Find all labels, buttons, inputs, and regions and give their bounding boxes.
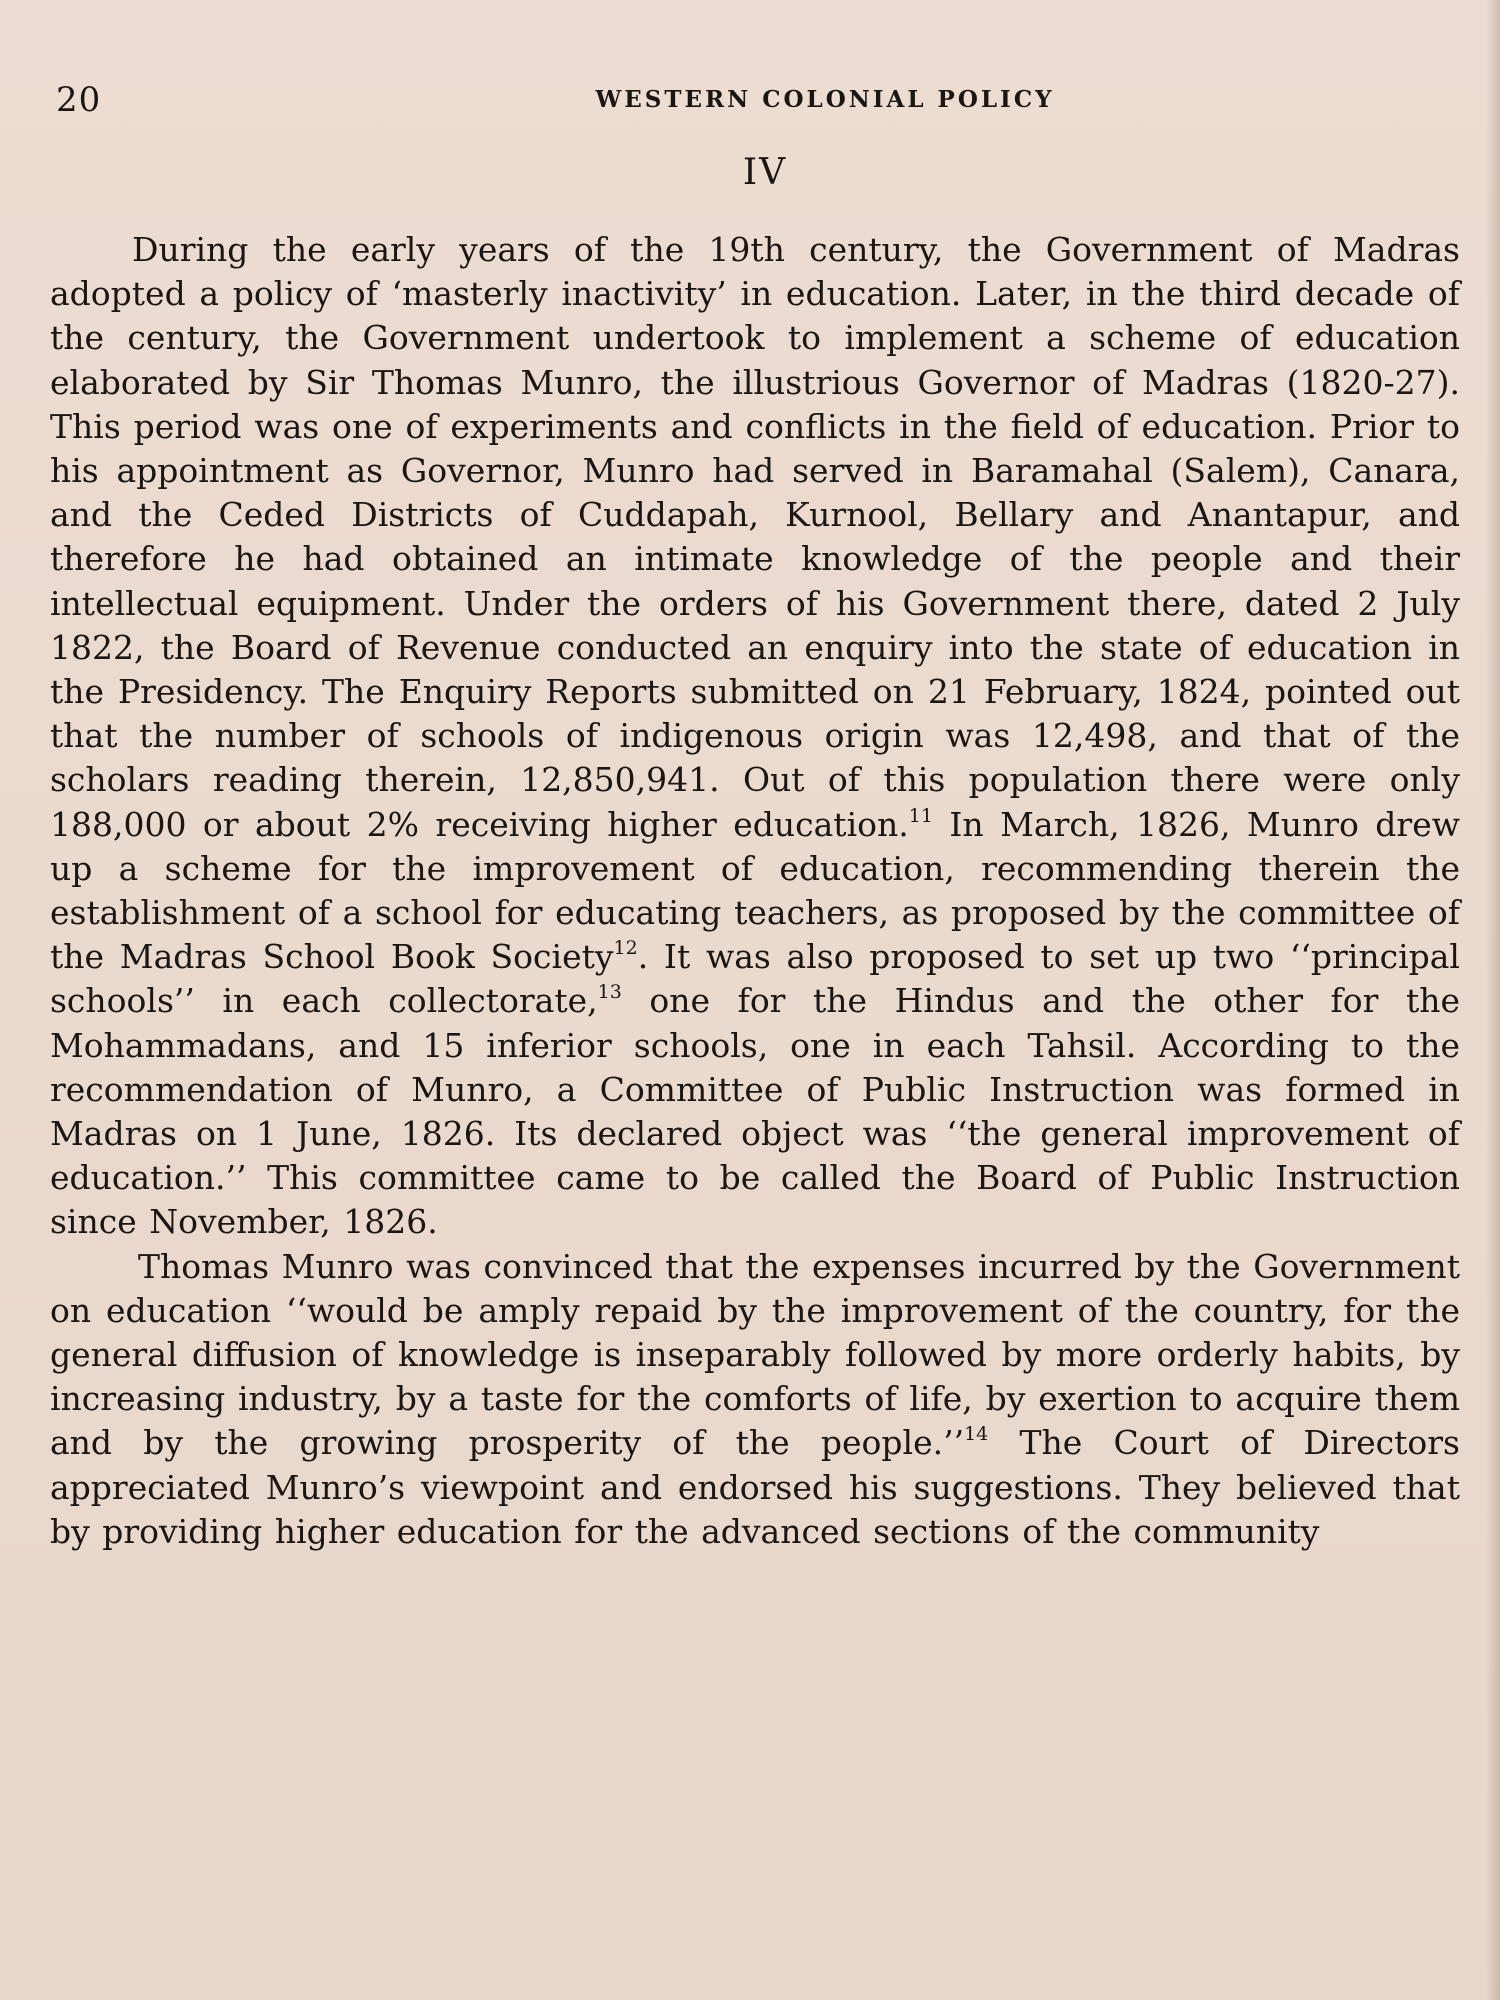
paragraph-text: During the early years of the 19th century, the Government of Madras adopted a policy of ‘masterly inactivity’ in education. Later, in the third decade of the century, the Government undertook to implement a scheme of education elaborated by Sir Thomas Munro, the illustrious Governor of Madras (1820-27). This period was one of experiments and conflicts in the field of education. Prior to his appointment as Governor, Munro had served in Baramahal (Salem), Canara, and the Ceded Districts of Cuddapah, Kurnool, Bellary and Anantapur, and therefore he had obtained an intimate knowledge of the people and their intellectual equipment. Under the orders of his Government there, dated 2 July 1822, the Board of Revenue conducted an enquiry into the state of education in the Presidency. The Enquiry Reports submitted on 21 February, 1824, pointed out that the number of schools of indigenous origin was 12,498, and that of the scholars reading therein, 12,850,941. Out of this population there were only 188,000 or about 2% receiving higher education. (50, 230, 1460, 844)
footnote-ref: 11 (908, 804, 933, 827)
footnote-ref: 13 (597, 981, 622, 1004)
page-number: 20 (56, 80, 102, 120)
footnote-ref: 14 (964, 1423, 989, 1446)
paragraph (50, 1245, 1460, 1554)
page-header (50, 80, 1460, 130)
paragraph-text: In March, 1826, Munro drew up a scheme for the improvement of education, recommending therein the establishment of a school for educating teachers, as proposed by the committee of the Madras School Book Society (50, 804, 1460, 977)
paragraph-text: one for the Hindus and the other for the Mohammadans, and 15 inferior schools, one in each Tahsil. According to the recommendation of Munro, a Committee of Public Instruction was formed in Madras on 1 June, 1826. Its declared object was ‘‘the general improvement of education.’’ This committee came to be called the Board of Public Instruction since November, 1826. (50, 981, 1461, 1242)
page-edge-shadow (1486, 0, 1500, 2000)
running-head: WESTERN COLONIAL POLICY (595, 86, 1055, 113)
paragraph (50, 228, 1460, 1245)
paragraph-text: . It was also proposed to set up two ‘‘principal schools’’ in each collectorate, (50, 937, 1460, 1021)
paragraph-text: The Court of Directors appreciated Munro’s viewpoint and endorsed his suggestions. They believed that by providing higher education for the advanced sections of the community (50, 1423, 1460, 1551)
section-heading: IV (742, 152, 788, 193)
paragraph-text: Thomas Munro was convinced that the expenses incurred by the Government on education ‘‘would be amply repaid by the improvement of the country, for the general diffusion of knowledge is inseparably followed by more orderly habits, by increasing industry, by a taste for the comforts of life, by exertion to acquire them and by the growing prosperity of the people.’’ (50, 1246, 1460, 1463)
body-text (50, 228, 1460, 1554)
footnote-ref: 12 (613, 937, 638, 960)
